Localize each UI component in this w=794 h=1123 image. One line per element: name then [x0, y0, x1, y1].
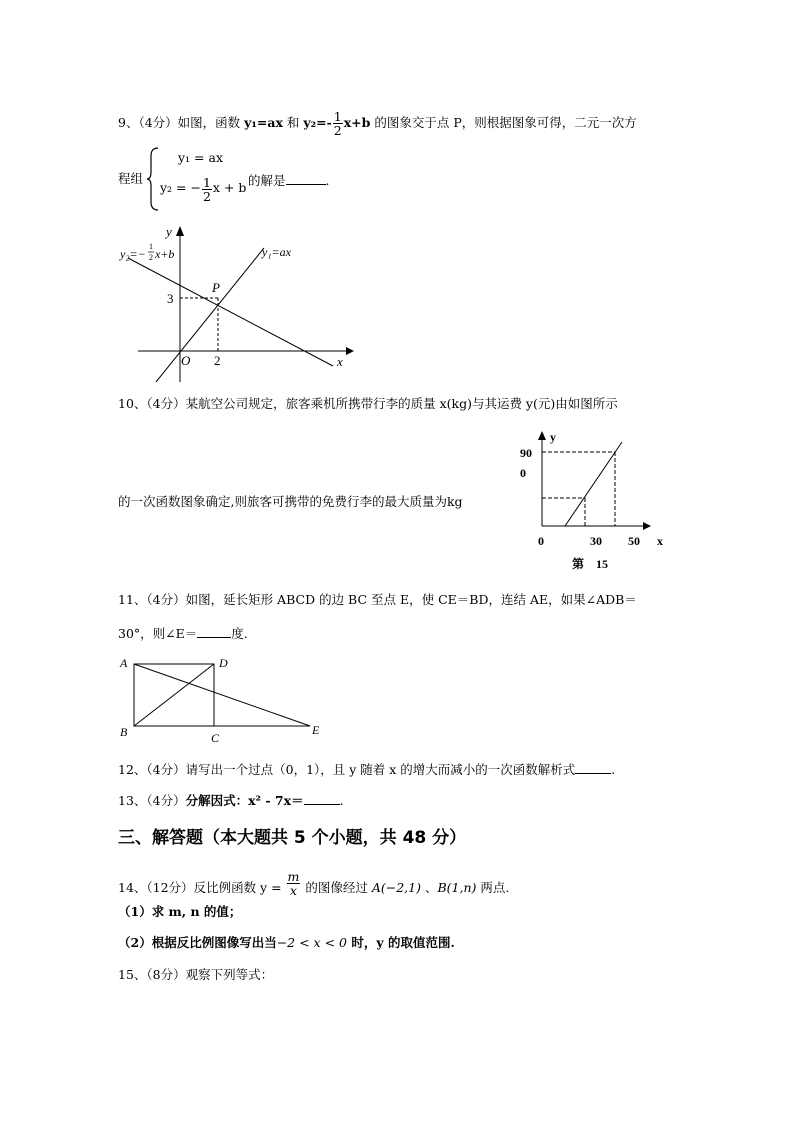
q14-text-a: 反比例函数 y = — [193, 880, 286, 896]
q9-eq2-b: x + b — [212, 180, 247, 196]
q9-system-answer — [248, 173, 330, 188]
q13-line — [118, 793, 344, 808]
q15-line — [118, 969, 273, 982]
q9-eq2-den: 2 — [202, 189, 211, 205]
q12-score: （4分） — [146, 762, 186, 777]
q11-figure — [118, 652, 328, 744]
q9-line-y1 — [156, 248, 264, 382]
q14-sub2-b: 时，y 的取值范围. — [346, 935, 455, 950]
brace-icon — [146, 146, 160, 212]
q10-score: （4分） — [146, 396, 186, 411]
q10-number: 10、 — [118, 396, 147, 411]
q14-point-b: B(1,n) — [437, 880, 477, 896]
q11-label-b: B — [120, 725, 128, 739]
q9-func2-suffix: x+b — [343, 115, 371, 131]
q9-line1 — [118, 110, 637, 137]
q11-answer-blank — [197, 626, 231, 638]
q11-text1: 如图，延长矩形 ABCD 的边 BC 至点 E，使 CE＝BD，连结 AE，如果∠ADB＝ — [185, 592, 637, 607]
q14-sub1: （1）求 m, n 的值； — [118, 904, 242, 919]
q14-number: 14、 — [118, 880, 147, 896]
q9-text-b: 的图象交于点 P，则根据图象可得，二元一次方 — [370, 115, 637, 131]
q12-answer-blank — [575, 762, 611, 774]
q10-text1: 某航空公司规定，旅客乘机所携带行李的质量 x(kg)与其运费 y(元)由如图所示 — [185, 396, 618, 411]
q13-answer-blank — [304, 793, 340, 805]
q9-func2-prefix: y₂=- — [303, 115, 332, 131]
q9-eq2-fraction — [202, 176, 212, 203]
q14-score: （12分） — [146, 880, 194, 896]
q9-label-y1: y₁=ax — [262, 245, 291, 259]
q10-line2 — [118, 496, 463, 509]
q9-system-label: 程组 — [118, 171, 144, 186]
q14-point-a: A(−2,1) — [371, 880, 421, 896]
q11-label-e: E — [312, 723, 320, 737]
q9-answer-label: 的解是 — [248, 173, 286, 188]
q14-sub2 — [118, 937, 455, 950]
q14-frac-den: x — [287, 883, 301, 897]
q9-label-y2-a: y₂=− — [120, 247, 146, 261]
q9-tick-2: 2 — [214, 353, 221, 368]
q9-label-y2-d: 2 — [149, 253, 153, 262]
q10-line1 — [118, 398, 618, 411]
q9-y-arrow — [176, 226, 184, 236]
q9-func1: y₁=ax — [244, 115, 283, 131]
q11-line1 — [118, 594, 637, 607]
q9-line-y2 — [128, 258, 333, 366]
q9-eq2-a: y₂ = − — [160, 180, 201, 196]
q9-frac-den: 2 — [333, 123, 342, 139]
q9-system-eq2 — [160, 176, 246, 203]
q14-sep: 、 — [420, 880, 438, 896]
q9-label-o: O — [181, 353, 191, 368]
q9-graph — [118, 222, 358, 387]
q10-x-tick-50: 50 — [628, 534, 640, 548]
q10-y-tick-0: 0 — [520, 466, 526, 480]
q10-x-tick-30: 30 — [590, 534, 602, 548]
q10-x-tick-0: 0 — [538, 534, 544, 548]
q9-text-a: 如图，函数 — [177, 115, 245, 131]
q11-line2 — [118, 626, 248, 641]
q9-frac-num: 1 — [333, 109, 342, 124]
q10-caption: 第 15 — [572, 557, 609, 571]
q11-text2b: 度. — [231, 626, 248, 641]
q14-text-b: 的图像经过 — [301, 880, 372, 896]
q13-period: . — [339, 793, 344, 808]
q9-tick-3: 3 — [167, 291, 174, 306]
q10-label-y: y — [550, 430, 556, 444]
q9-label-y: y — [166, 224, 172, 239]
q9-eq1-text: y₁ = ax — [178, 150, 223, 165]
q9-score: （4分） — [138, 115, 178, 131]
q13-number: 13、 — [118, 793, 147, 808]
q11-label-c: C — [211, 731, 220, 744]
q9-answer-blank — [286, 173, 326, 185]
q15-score: （8分） — [146, 967, 186, 982]
section-3-title: 三、解答题（本大题共 5 个小题，共 48 分） — [118, 828, 467, 848]
q11-segment-ae — [134, 664, 310, 726]
q11-number: 11、 — [118, 592, 147, 607]
q9-label-y2-b: x+b — [155, 247, 175, 261]
q10-text2: 的一次函数图象确定,则旅客可携带的免费行李的最大质量为kg — [118, 494, 463, 509]
q14-sub2-a: （2）根据反比例图像写出当 — [118, 935, 277, 950]
q12-text: 请写出一个过点（0，1），且 y 随着 x 的增大而减小的一次函数解析式 — [185, 762, 576, 777]
q14-frac-num: m — [287, 869, 300, 884]
q10-graph — [510, 428, 680, 576]
q13-text: 分解因式：x² - 7x＝ — [185, 793, 304, 808]
q14-sub2-cond: −2 < x < 0 — [276, 935, 347, 950]
q9-line2-label — [118, 173, 143, 186]
q11-score: （4分） — [146, 592, 186, 607]
q9-label-p: P — [212, 280, 220, 295]
q9-and: 和 — [282, 115, 304, 131]
q9-system-eq1 — [178, 152, 223, 165]
q10-y-arrow — [538, 431, 546, 440]
q13-score: （4分） — [146, 793, 186, 808]
q9-label-x: x — [337, 354, 343, 369]
q10-label-x: x — [657, 534, 663, 548]
q9-number: 9、 — [118, 115, 139, 131]
q14-fraction — [287, 870, 301, 897]
q9-label-y2-n: 1 — [149, 242, 153, 251]
q12-number: 12、 — [118, 762, 147, 777]
q14-text-c: 两点. — [476, 880, 510, 896]
q12-line — [118, 762, 615, 777]
q9-fraction — [333, 110, 343, 137]
q9-eq2-num: 1 — [202, 175, 211, 190]
q9-x-arrow — [346, 347, 354, 355]
q9-period: . — [325, 173, 330, 188]
q14-line1 — [118, 870, 509, 897]
q11-text2a: 30°，则∠E＝ — [118, 626, 198, 641]
q11-label-a: A — [120, 656, 128, 670]
q10-y-tick-90: 90 — [520, 446, 532, 460]
q10-x-arrow — [643, 522, 651, 530]
q12-period: . — [611, 762, 616, 777]
q11-label-d: D — [219, 656, 228, 670]
q11-diagonal-bd — [134, 664, 214, 726]
q15-text: 观察下列等式： — [185, 967, 274, 982]
q10-line — [565, 442, 622, 526]
q15-number: 15、 — [118, 967, 147, 982]
